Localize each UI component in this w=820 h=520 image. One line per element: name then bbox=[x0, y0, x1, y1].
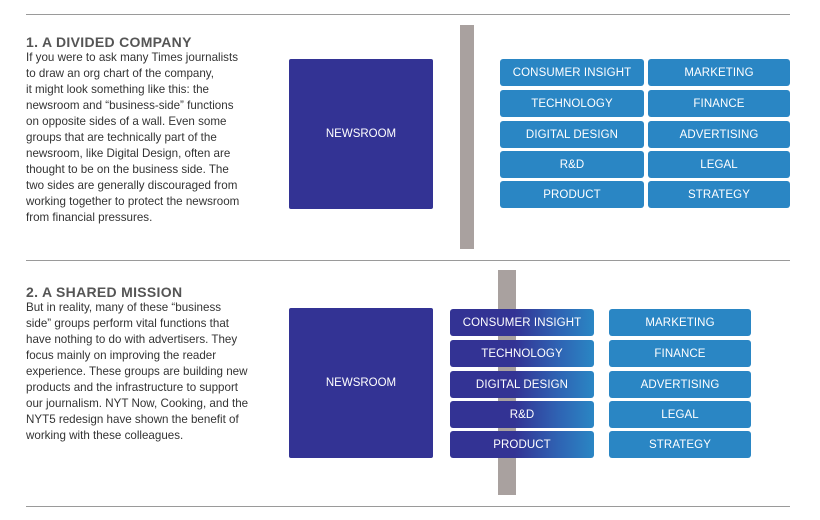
section2-line: NYT5 redesign have shown the benefit of bbox=[26, 413, 239, 426]
section1-line: thought to be on the business side. The bbox=[26, 163, 229, 176]
section2-dept-consumer-insight: CONSUMER INSIGHT bbox=[450, 309, 594, 336]
section1-line: groups that are technically part of the bbox=[26, 131, 217, 144]
section2-line: But in reality, many of these “business bbox=[26, 301, 222, 314]
section1-line: two sides are generally discouraged from bbox=[26, 179, 238, 192]
section1-line: from financial pressures. bbox=[26, 211, 153, 224]
section2-dept-product: PRODUCT bbox=[450, 431, 594, 458]
section2-line: working with these colleagues. bbox=[26, 429, 184, 442]
section1-dept-technology: TECHNOLOGY bbox=[500, 90, 644, 117]
section2-dept-advertising: ADVERTISING bbox=[609, 371, 751, 398]
section2-body bbox=[26, 300, 270, 444]
section1-dept-consumer-insight: CONSUMER INSIGHT bbox=[500, 59, 644, 86]
section1-heading: 1. A DIVIDED COMPANY bbox=[26, 34, 192, 50]
section1-dept-strategy: STRATEGY bbox=[648, 181, 790, 208]
section1-dept-legal: LEGAL bbox=[648, 151, 790, 178]
section1-dept-digital-design: DIGITAL DESIGN bbox=[500, 121, 644, 148]
section2-dept-technology: TECHNOLOGY bbox=[450, 340, 594, 367]
section2-line: products and the infrastructure to support bbox=[26, 381, 239, 394]
section2-dept-legal: LEGAL bbox=[609, 401, 751, 428]
section2-dept-strategy: STRATEGY bbox=[609, 431, 751, 458]
section1-dept-finance: FINANCE bbox=[648, 90, 790, 117]
section1-line: to draw an org chart of the company, bbox=[26, 67, 214, 80]
section1-line: it might look something like this: the bbox=[26, 83, 210, 96]
section2-heading: 2. A SHARED MISSION bbox=[26, 284, 183, 300]
section2-dept-marketing: MARKETING bbox=[609, 309, 751, 336]
section2-dept-finance: FINANCE bbox=[609, 340, 751, 367]
section2-line: have nothing to do with advertisers. They bbox=[26, 333, 238, 346]
section1-line: on opposite sides of a wall. Even some bbox=[26, 115, 227, 128]
section1-newsroom-box: NEWSROOM bbox=[289, 59, 433, 209]
section1-body bbox=[26, 50, 270, 226]
section2-line: focus mainly on improving the reader bbox=[26, 349, 217, 362]
section2-line: side” groups perform vital functions that bbox=[26, 317, 229, 330]
top-divider bbox=[26, 14, 790, 15]
bottom-divider bbox=[26, 506, 790, 507]
section1-line: If you were to ask many Times journalists bbox=[26, 51, 238, 64]
section1-dept-advertising: ADVERTISING bbox=[648, 121, 790, 148]
section2-newsroom-box: NEWSROOM bbox=[289, 308, 433, 458]
section1-line: newsroom, like Digital Design, often are bbox=[26, 147, 231, 160]
section1-dept-product: PRODUCT bbox=[500, 181, 644, 208]
section1-dept-rnd: R&D bbox=[500, 151, 644, 178]
section2-dept-rnd: R&D bbox=[450, 401, 594, 428]
section1-line: newsroom and “business-side” functions bbox=[26, 99, 234, 112]
section1-dept-marketing: MARKETING bbox=[648, 59, 790, 86]
section2-line: experience. These groups are building new bbox=[26, 365, 248, 378]
section1-wall bbox=[460, 25, 474, 249]
section2-dept-digital-design: DIGITAL DESIGN bbox=[450, 371, 594, 398]
middle-divider bbox=[26, 260, 790, 261]
section1-line: working together to protect the newsroom bbox=[26, 195, 240, 208]
section2-line: our journalism. NYT Now, Cooking, and the bbox=[26, 397, 249, 410]
